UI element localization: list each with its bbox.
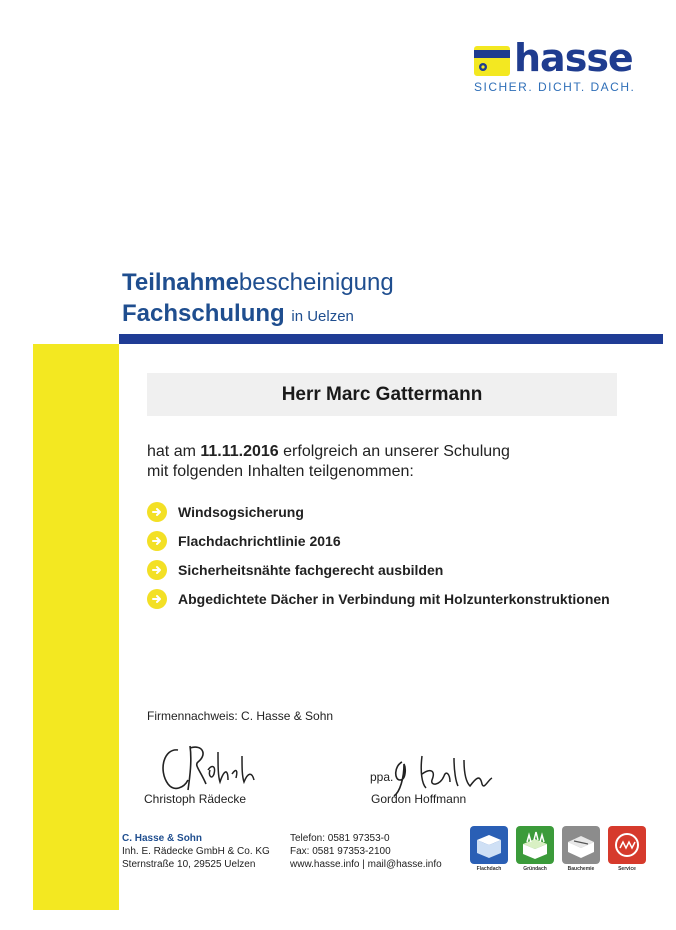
topic-label: Abgedichtete Dächer in Verbindung mit Holzunterkonstruktionen — [178, 591, 610, 607]
training-date: 11.11.2016 — [200, 443, 279, 460]
list-item — [147, 498, 610, 526]
footer-phone: Telefon: 0581 97353-0 — [290, 833, 390, 844]
signatory-left-name: Christoph Rädecke — [144, 792, 247, 806]
arrow-right-icon — [147, 560, 167, 580]
tile-label-service: Service — [618, 866, 636, 872]
list-item — [147, 556, 610, 584]
service-icon — [608, 826, 646, 864]
topic-label: Flachdachrichtlinie 2016 — [178, 533, 341, 549]
flat-roof-icon — [470, 826, 508, 864]
tile-label-flachdach: Flachdach — [476, 866, 502, 872]
tile-gruendach — [516, 826, 554, 864]
footer-address: Sternstraße 10, 29525 Uelzen — [122, 859, 256, 870]
subtitle-bold-part: Fachschulung — [122, 300, 285, 327]
footer-fax: Fax: 0581 97353-2100 — [290, 846, 391, 857]
list-item — [147, 527, 610, 555]
list-item — [147, 585, 610, 613]
blue-divider-bar — [119, 334, 663, 344]
tile-service — [608, 826, 646, 864]
signatory-right-prefix: ppa. — [370, 770, 394, 784]
hasse-logo — [474, 36, 636, 100]
subtitle-location: in Uelzen — [291, 308, 354, 325]
footer-web: www.hasse.info | mail@hasse.info — [290, 859, 442, 870]
intro-line-1 — [147, 442, 510, 462]
construction-chemistry-icon — [562, 826, 600, 864]
footer-owner: Inh. E. Rädecke GmbH & Co. KG — [122, 846, 270, 857]
logo-tagline: SICHER. DICHT. DACH. — [474, 80, 636, 94]
recipient-name: Herr Marc Gattermann — [147, 373, 617, 416]
title-rest-part: bescheinigung — [238, 269, 394, 296]
firm-reference: Firmennachweis: C. Hasse & Sohn — [147, 709, 334, 723]
tile-flachdach — [470, 826, 508, 864]
yellow-side-bar — [33, 344, 119, 910]
title-bold-part: Teilnahme — [122, 269, 239, 296]
signature-left — [150, 740, 270, 798]
tile-label-gruendach: Gründach — [523, 866, 547, 872]
intro-prefix: hat am — [147, 443, 196, 460]
footer-company: C. Hasse & Sohn — [122, 833, 203, 844]
intro-suffix: erfolgreich an unserer Schulung — [283, 443, 510, 460]
intro-text — [147, 442, 510, 482]
arrow-right-icon — [147, 502, 167, 522]
arrow-right-icon — [147, 589, 167, 609]
logo-wordmark: hasse — [514, 36, 633, 80]
footer-company-block — [122, 832, 270, 871]
logo-mark-icon — [474, 46, 510, 76]
service-tiles — [470, 826, 650, 876]
topic-list — [147, 498, 610, 614]
certificate-title — [122, 267, 394, 299]
certificate-heading — [122, 267, 394, 332]
tile-bauchemie — [562, 826, 600, 864]
signatory-right-name: Gordon Hoffmann — [371, 792, 467, 806]
green-roof-icon — [516, 826, 554, 864]
tile-label-bauchemie: Bauchemie — [567, 866, 595, 872]
certificate-subtitle — [122, 299, 394, 332]
topic-label: Sicherheitsnähte fachgerecht ausbilden — [178, 562, 444, 578]
topic-label: Windsogsicherung — [178, 504, 304, 520]
arrow-right-icon — [147, 531, 167, 551]
footer-contact-block — [290, 832, 442, 871]
intro-line-2: mit folgenden Inhalten teilgenommen: — [147, 463, 414, 480]
